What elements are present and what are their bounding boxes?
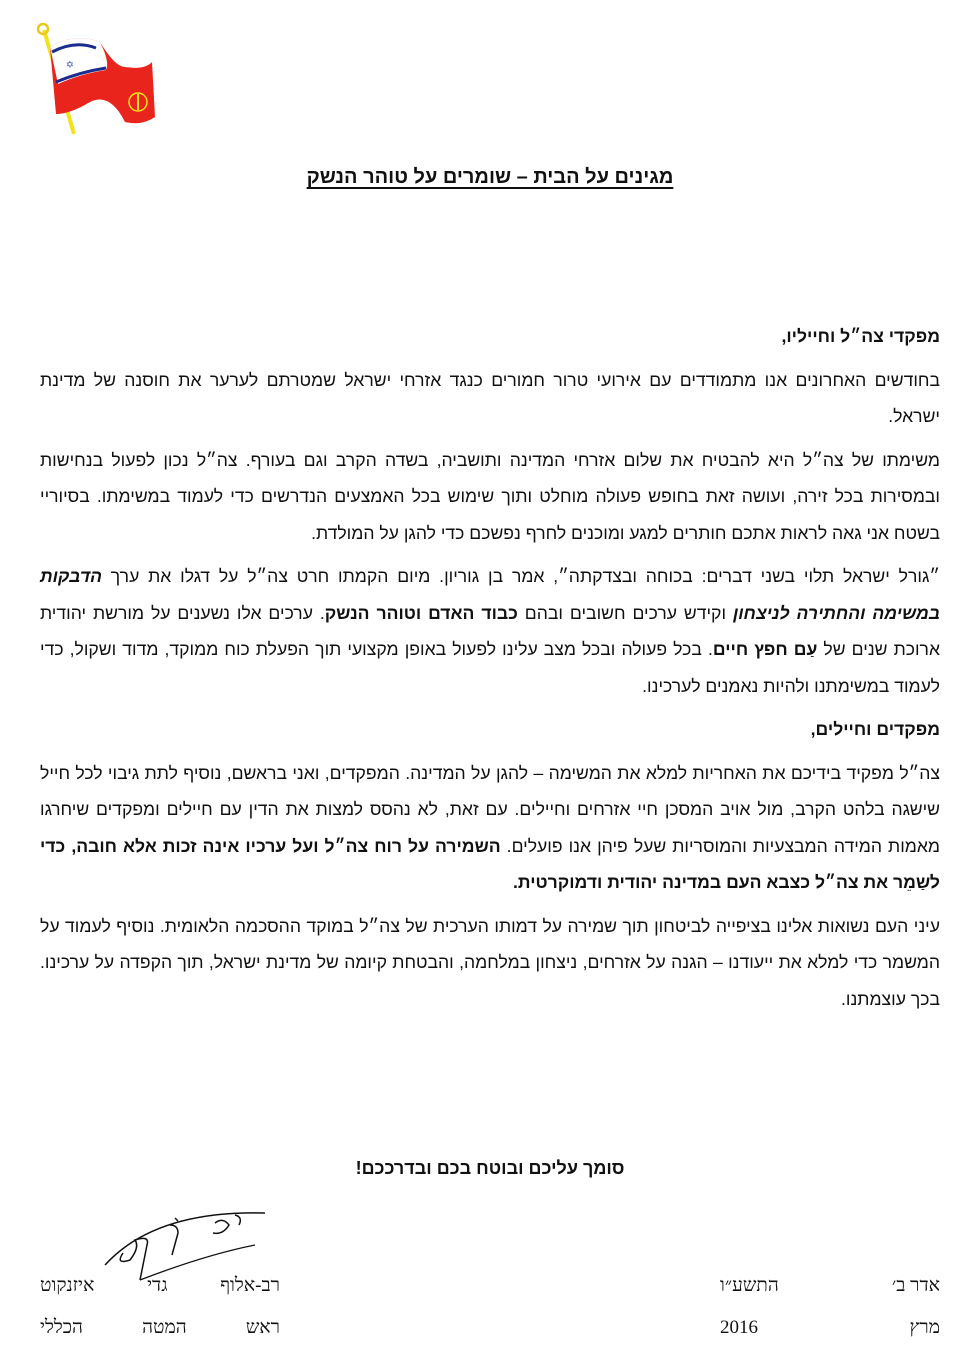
p3-bold-people: עַם חפץ חיים	[712, 639, 818, 659]
hebrew-month: אדר ב׳	[891, 1275, 940, 1296]
signer-role-1: ראש	[245, 1317, 280, 1338]
month: מרץ	[909, 1317, 940, 1338]
hebrew-year: התשע״ו	[720, 1275, 779, 1296]
svg-text:✡: ✡	[65, 60, 74, 71]
p4-bold: השמירה על רוח צה״ל ועל ערכיו אינה זכות אלא חובה, כדי לשַמֵר את צה״ל כצבא העם במדינה יהודית ודמוקרטית.	[40, 835, 940, 892]
signer-rank: רב-אלוף	[220, 1275, 280, 1296]
signer-role-2: המטה	[142, 1317, 187, 1338]
gregorian-date-row	[720, 1307, 940, 1349]
p3-text-c: וקידש ערכים חשובים ובהם	[517, 602, 733, 623]
paragraph-1: בחודשים האחרונים אנו מתמודדים עם אירועי טרור חמורים כנגד אזרחי ישראל שמטרתם לערער את חוסנה של מדינת ישראל.	[40, 369, 940, 426]
paragraph-2: משימתו של צה״ל היא להבטיח את שלום אזרחי המדינה ותושביה, בשדה הקרב וגם בעורף. צה״ל נכון לפעול בנחישות ובמסירות בכל זירה, ועושה זאת בחופש פעולה מוחלט ותוך שימוש בכל האמצעים הנדרשים כדי לעמוד במשימתו. בסיוריי בשטח אני גאה לראות אתכם חותרים למגע ומוכנים לחרף נפשכם כדי להגן על המולדת.	[40, 449, 940, 543]
p3-text-d: . ערכים אלו נשענים על מורשת יהודית ארוכת שנים של	[40, 602, 941, 659]
idf-flag-icon	[30, 22, 190, 142]
signer-last-name: איזנקוט	[40, 1275, 95, 1296]
signer-role-row	[40, 1307, 280, 1349]
date-block	[720, 1265, 940, 1349]
paragraph-5: עיני העם נשואות אלינו בציפייה לביטחון תוך שמירה על דמותו הערכית של צה״ל במוקד ההסכמה הלאומית. נוסיף לעמוד על המשמר כדי למלא את ייעודנו – הגנה על אזרחים, ניצחון במלחמה, והבטחת קיומה של מדינת ישראל, תוך הקפדה על ערכינו. בכך עוצמתנו.	[40, 915, 940, 1009]
signature-block	[40, 1265, 280, 1349]
p3-bold-dignity: כבוד האדם וטוהר הנשק	[324, 602, 518, 623]
signer-name-row	[40, 1265, 280, 1307]
p3-text-e: . בכל פעולה ובכל מצב עלינו לפעול באופן מקצועי תוך הפעלת כוח ממוקד, מדוד ושקול, כדי לעמוד במשימתנו ולהיות נאמנים לערכינו.	[40, 639, 940, 696]
p3-text-a: ״גורל ישראל תלוי בשני דברים: בכוחה ובצדקתה״, אמר בן גוריון. מיום הקמתו חרט צה״ל על דגלו את ערך	[101, 566, 940, 586]
paragraph-4	[40, 755, 940, 901]
letter-title: מגינים על הבית – שומרים על טוהר הנשק	[306, 166, 674, 188]
signer-first-name: גדי	[147, 1275, 168, 1296]
hebrew-date-row	[720, 1265, 940, 1307]
closing-line: סומך עליכם ובוטח בכם ובדרככם!	[355, 1158, 625, 1178]
p4-text-a: צה״ל מפקיד בידיכם את האחריות למלא את המשימה – להגן על המדינה. המפקדים, ואני בראשם, נוסיף לתת גיבוי לכל חייל שישגה בלהט הקרב, מול אויב המסכן חיי אזרחים וחיילים. עם זאת, לא נהסס למצות את הדין עם חיילים ומפקדים שיחרגו מאמות המידה המבצעיות והמוסריות שעל פיהן אנו פועלים.	[40, 762, 941, 856]
paragraph-3	[40, 558, 940, 704]
p3-bold-mission: הדבקות במשימה והחתירה לניצחון	[40, 566, 940, 623]
letter-body	[40, 318, 940, 1024]
year: 2016	[720, 1317, 758, 1338]
salutation-commanders-soldiers: מפקדי צה״ל וחייליו,	[781, 326, 940, 346]
signer-role-3: הכללי	[40, 1317, 83, 1338]
salutation-commanders-and-soldiers: מפקדים וחיילים,	[810, 719, 940, 739]
